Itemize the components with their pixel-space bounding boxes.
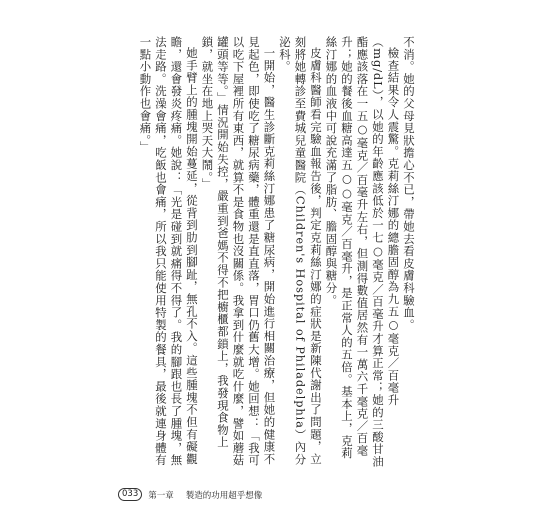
paragraph-1: 不消。她的父母見狀擔心不已，帶她去看皮膚科驗血。 — [402, 36, 416, 332]
paragraph-4: 一開始，醫生診斷克莉絲汀娜患了糖尿病，開始進行相關治療，但她的健康不見起色，即使吃了糖尿病藥，體重還是直直落，胃口仍舊大增。她回想：「我可以吃下屋裡所有東西，就算不是食物也沒關係。我拿到什麼就吃什麼，譬如蘑菇罐頭等等。」情況開始失控，嚴重到爸媽不得不把櫥櫃都鎖上，我發現食物上鎖，就坐在地上哭天大鬧。」 — [200, 36, 277, 467]
chapter-title: 製造的功用超乎想像 — [185, 490, 263, 501]
vertical-body-text — [118, 36, 416, 468]
chapter-label: 第一章 — [148, 490, 174, 501]
page-footer — [118, 488, 262, 501]
paragraph-2: 檢查結果令人震驚。克莉絲汀娜的總膽固醇為九五○毫克／百毫升（mg/dL），以她的年齡應該低於一七○毫克／百毫升才算正常；她的三酸甘油酯應該落在一五○毫克／百毫升左右，但測得數值居然有一萬六千毫克／百毫升；她的餐後血糖高達五○○毫克／百毫升，是正常人的五倍。基本上，克莉絲汀娜的血液中可說充滿了脂肪、膽固醇與糖分。 — [324, 36, 401, 468]
paragraph-3: 皮膚科醫師看完驗血報告後，判定克莉絲汀娜的症狀是新陳代謝出了問題，立刻將她轉診至費城兒童醫院（Children's Hospital of Philadelphia）內分泌科。 — [278, 36, 323, 466]
paragraph-5: 她手臂上的腫塊開始蔓延，從背到肋到腳趾，無孔不入。這些腫塊不但有礙觀瞻，還會發炎疼痛。她說：「光是碰到就痛得不得了。我的腳跟也長了腫塊，無法走路。洗澡會痛，吃飯也會痛，所以我只能使用特製的餐具，最後就連身體有一點小動作也會痛。」 — [138, 36, 199, 467]
page-number: 033 — [118, 488, 142, 501]
